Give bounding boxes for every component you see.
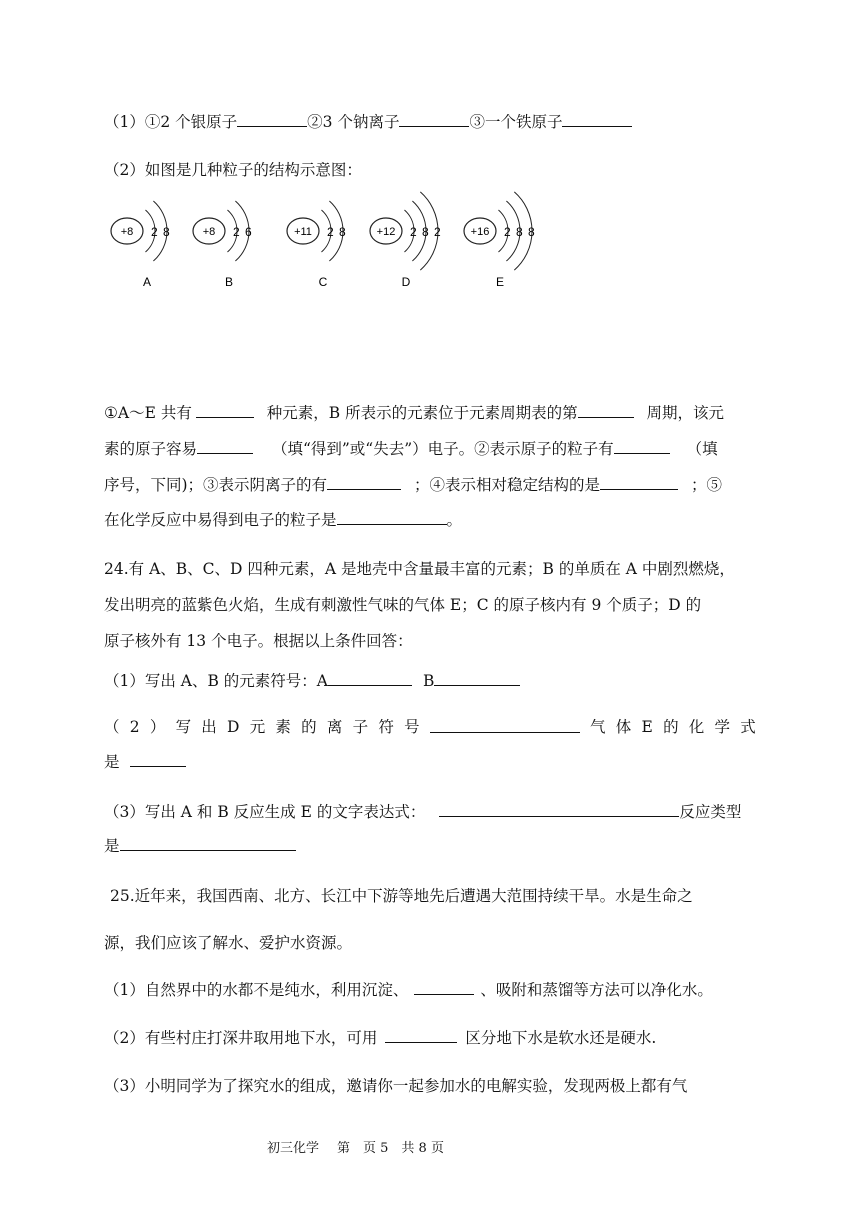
q24-p2-char: D: [227, 718, 240, 736]
answer-blank[interactable]: [327, 473, 401, 490]
q23-question-line4: 在化学反应中易得到电子的粒子是 。: [104, 508, 462, 531]
q23-question-line3: 序号，下同)；③表示阴离子的有 ；④表示相对稳定结构的是 ；⑤: [104, 473, 722, 496]
particle-label: C: [318, 275, 328, 289]
answer-blank[interactable]: [562, 110, 632, 127]
q24-stem-line2: 发出明亮的蓝紫色火焰，生成有刺激性气味的气体 E；C 的原子核内有 9 个质子；D 的: [104, 596, 702, 614]
q24-p2-char: 号: [404, 718, 420, 736]
answer-blank[interactable]: [385, 1026, 457, 1043]
particle-label: A: [142, 275, 152, 289]
q24-p2-char: 2: [129, 718, 140, 736]
electron-count: 8: [163, 225, 170, 239]
q25-stem-line2: 源，我们应该了解水、爱护水资源。: [104, 934, 353, 952]
answer-blank[interactable]: [434, 669, 520, 686]
footer-subject: 初三化学: [267, 1141, 320, 1156]
q24-p2-char: 气: [590, 718, 606, 736]
answer-blank[interactable]: [578, 401, 634, 418]
electron-count: 2: [410, 225, 417, 239]
electron-count: 2: [151, 225, 158, 239]
particle-E: [464, 192, 535, 289]
q24-part3-line2: 是: [104, 834, 296, 857]
q24-p2-char: 素: [275, 718, 291, 736]
nucleus-charge: +8: [202, 226, 216, 238]
answer-blank[interactable]: [337, 508, 447, 525]
q24-p2-char: 式: [740, 718, 756, 736]
answer-blank[interactable]: [614, 437, 670, 454]
particle-label: D: [401, 275, 411, 289]
answer-blank[interactable]: [197, 437, 253, 454]
q24-part2-line2: 是: [104, 750, 186, 773]
answer-blank[interactable]: [439, 800, 679, 817]
electron-count: 2: [434, 225, 441, 239]
q24-p2-char: 离: [326, 718, 343, 736]
electron-count: 2: [504, 225, 511, 239]
q24-p2-char: 的: [663, 718, 679, 736]
particle-label: E: [495, 275, 505, 289]
particle-structure-diagram: [104, 176, 544, 296]
particle-D: [370, 192, 441, 289]
answer-blank[interactable]: [600, 473, 678, 490]
answer-blank[interactable]: [130, 750, 186, 767]
answer-blank[interactable]: [120, 834, 296, 851]
answer-blank[interactable]: [399, 110, 469, 127]
q23-p1-text: （1）①2 个银原子: [104, 113, 238, 131]
electron-count: 2: [327, 225, 334, 239]
q24-p2-char: 子: [352, 718, 369, 736]
q25-stem-line1: 25.近年来，我国西南、北方、长江中下游等地先后遭遇大范围持续干旱。水是生命之: [110, 887, 693, 905]
q24-p2-char: 学: [714, 718, 731, 736]
q24-part3-line1: （3）写出 A 和 B 反应生成 E 的文字表达式： 反应类型: [104, 800, 756, 823]
electron-count: 8: [422, 225, 429, 239]
q24-p2-char: 的: [301, 718, 317, 736]
q23-p1-text2: ②3 个钠离子: [307, 113, 400, 131]
q24-part2-line1: [104, 716, 756, 738]
q24-p2-char: 出: [201, 718, 217, 736]
q24-p2-char: 体: [615, 718, 632, 736]
q24-p2-char: ）: [149, 718, 166, 736]
answer-blank[interactable]: [414, 978, 474, 995]
q24-p2-char: 写: [175, 718, 192, 736]
electron-count: 8: [528, 225, 535, 239]
q24-p2-char: 符: [378, 718, 394, 736]
q24-p2-char: E: [641, 718, 653, 736]
q24-p2-char: 元: [249, 718, 266, 736]
electron-count: 8: [516, 225, 523, 239]
q23-p1-text3: ③一个铁原子: [469, 113, 563, 131]
electron-count: 2: [233, 225, 240, 239]
nucleus-charge: +12: [376, 226, 396, 238]
page-footer: [267, 1137, 462, 1156]
q23-question-line1: ①A～E 共有 种元素，B 所表示的元素位于元素周期表的第 周期，该元: [104, 401, 756, 424]
q25-part1: （1）自然界中的水都不是纯水，利用沉淀、 、吸附和蒸馏等方法可以净化水。: [104, 978, 713, 1001]
particle-C: [287, 201, 346, 289]
particle-B: [193, 201, 252, 289]
footer-page-number: 第 页 5 共 8 页: [337, 1141, 444, 1156]
nucleus-charge: +16: [470, 226, 490, 238]
q25-part2: （2）有些村庄打深井取用地下水，可用 区分地下水是软水还是硬水.: [104, 1026, 656, 1049]
particle-A: [111, 201, 170, 289]
answer-blank[interactable]: [196, 401, 254, 418]
q23-part2-intro: （2）如图是几种粒子的结构示意图：: [104, 161, 362, 179]
q25-part3: （3）小明同学为了探究水的组成，邀请你一起参加水的电解实验，发现两极上都有气: [104, 1077, 688, 1095]
q24-p2-char: 化: [688, 718, 705, 736]
electron-count: 6: [245, 225, 252, 239]
answer-blank[interactable]: [328, 669, 412, 686]
nucleus-charge: +8: [120, 226, 134, 238]
answer-blank[interactable]: [237, 110, 307, 127]
particle-label: B: [224, 275, 234, 289]
q24-stem-line1: 24.有 A、B、C、D 四种元素，A 是地壳中含量最丰富的元素；B 的单质在 A 中剧烈燃烧，: [104, 560, 735, 578]
nucleus-charge: +11: [294, 226, 312, 238]
q23-part1: [104, 110, 632, 133]
q24-p2-char: （: [104, 718, 120, 736]
electron-count: 8: [339, 225, 346, 239]
q24-stem-line3: 原子核外有 13 个电子。根据以上条件回答：: [104, 632, 413, 650]
answer-blank[interactable]: [430, 716, 580, 733]
q23-question-line2: 素的原子容易 （填“得到”或“失去”）电子。②表示原子的粒子有 （填: [104, 437, 718, 460]
q24-part1: （1）写出 A、B 的元素符号：A B: [104, 669, 520, 692]
